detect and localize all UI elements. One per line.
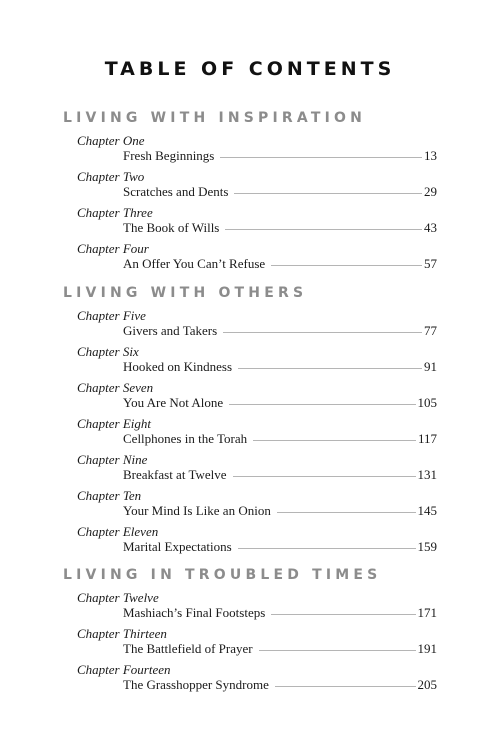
toc-entry: [63, 524, 438, 560]
page-number: 91: [424, 359, 437, 374]
page-number: 117: [417, 431, 437, 446]
chapter-label: Chapter Eleven: [77, 524, 159, 539]
chapter-label: Chapter Four: [77, 241, 149, 256]
page-number: 205: [417, 677, 437, 692]
toc-entry: [63, 626, 438, 662]
page-number: 131: [417, 467, 437, 482]
toc-entry: [63, 590, 438, 626]
page-number: 29: [424, 184, 437, 199]
chapter-label: Chapter Two: [77, 169, 145, 184]
chapter-title: The Battlefield of Prayer: [123, 641, 253, 656]
chapter-title: Givers and Takers: [123, 323, 218, 338]
dot-leader: [238, 368, 422, 369]
toc-entry: [63, 133, 438, 169]
chapter-title: An Offer You Can’t Refuse: [123, 256, 266, 271]
toc-entry: [63, 380, 438, 416]
chapter-title: The Book of Wills: [123, 220, 220, 235]
toc-entry: [63, 241, 438, 277]
chapter-title: Marital Expectations: [123, 539, 232, 554]
toc-entry: [63, 452, 438, 488]
toc-entry: [63, 344, 438, 380]
toc-entry: [63, 308, 438, 344]
toc-entry: [63, 488, 438, 524]
chapter-title: Hooked on Kindness: [123, 359, 233, 374]
dot-leader: [253, 440, 416, 441]
page-number: 145: [417, 503, 437, 518]
section-heading: LIVING IN TROUBLED TIMES: [63, 567, 382, 583]
chapter-title: Scratches and Dents: [123, 184, 229, 199]
chapter-label: Chapter One: [77, 133, 145, 148]
section-living-with-others: [63, 284, 438, 560]
toc-entry: [63, 205, 438, 241]
page-number: 191: [417, 641, 437, 656]
section-living-in-troubled-times: [63, 566, 438, 698]
toc-entry: [63, 662, 438, 698]
dot-leader: [223, 332, 422, 333]
page-number: 105: [417, 395, 437, 410]
section-heading: LIVING WITH OTHERS: [63, 285, 308, 301]
chapter-title: Cellphones in the Torah: [123, 431, 248, 446]
chapter-title: Breakfast at Twelve: [123, 467, 227, 482]
page-number: 43: [424, 220, 437, 235]
dot-leader: [271, 614, 415, 615]
dot-leader: [277, 512, 416, 513]
chapter-title: Fresh Beginnings: [123, 148, 215, 163]
chapter-title: Mashiach’s Final Footsteps: [123, 605, 266, 620]
chapter-label: Chapter Five: [77, 308, 146, 323]
chapter-label: Chapter Thirteen: [77, 626, 167, 641]
dot-leader: [271, 265, 422, 266]
dot-leader: [229, 404, 415, 405]
chapter-label: Chapter Twelve: [77, 590, 159, 605]
toc-entry: [63, 416, 438, 452]
chapter-label: Chapter Eight: [77, 416, 152, 431]
dot-leader: [233, 476, 416, 477]
chapter-label: Chapter Ten: [77, 488, 142, 503]
dot-leader: [238, 548, 416, 549]
chapter-label: Chapter Fourteen: [77, 662, 171, 677]
toc-entry: [63, 169, 438, 205]
page-number: 171: [417, 605, 437, 620]
dot-leader: [234, 193, 422, 194]
page-number: 77: [424, 323, 437, 338]
dot-leader: [259, 650, 416, 651]
chapter-label: Chapter Nine: [77, 452, 148, 467]
dot-leader: [275, 686, 416, 687]
chapter-title: The Grasshopper Syndrome: [123, 677, 269, 692]
page-number: 159: [417, 539, 437, 554]
chapter-label: Chapter Three: [77, 205, 153, 220]
dot-leader: [225, 229, 422, 230]
page-title: TABLE OF CONTENTS: [104, 58, 396, 80]
dot-leader: [220, 157, 422, 158]
page-number: 13: [424, 148, 437, 163]
chapter-label: Chapter Six: [77, 344, 139, 359]
section-living-with-inspiration: [63, 109, 438, 277]
chapter-label: Chapter Seven: [77, 380, 154, 395]
page-number: 57: [424, 256, 437, 271]
section-heading: LIVING WITH INSPIRATION: [63, 110, 367, 126]
chapter-title: You Are Not Alone: [123, 395, 224, 410]
chapter-title: Your Mind Is Like an Onion: [123, 503, 271, 518]
